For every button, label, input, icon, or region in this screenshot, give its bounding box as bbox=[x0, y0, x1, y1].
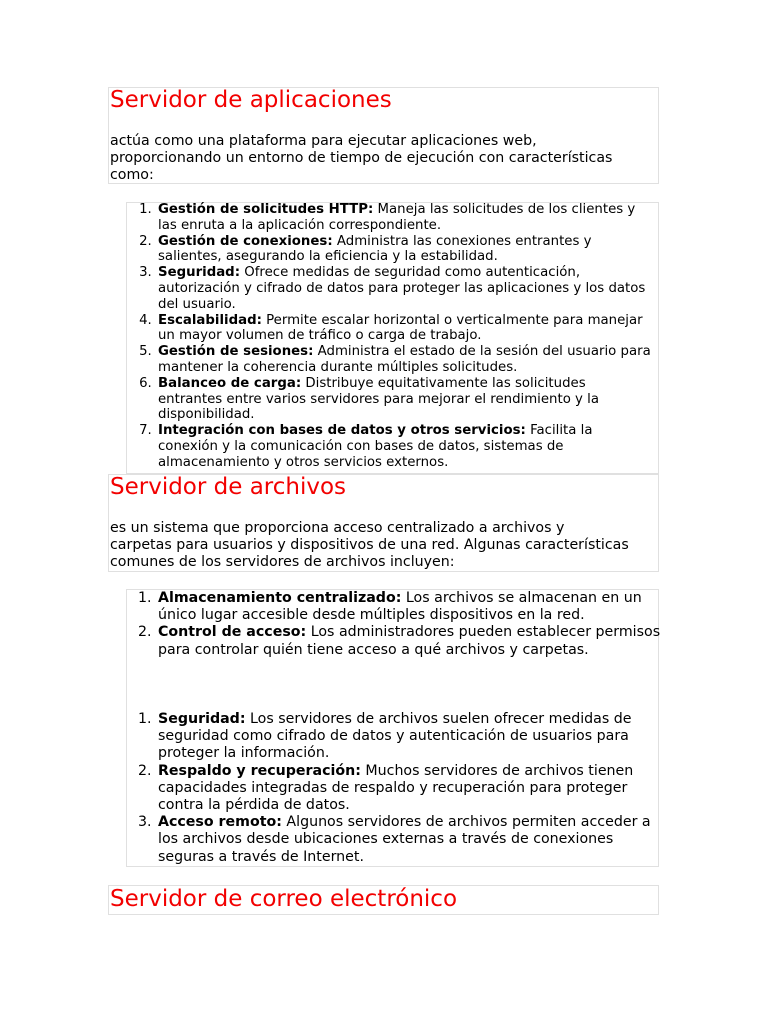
list-item-text: Administra el estado de la sesión del usuario para mantener la coherencia durante múltiples solicitudes. bbox=[158, 344, 651, 375]
list-item bbox=[156, 711, 661, 763]
list-item-label: Escalabilidad: bbox=[158, 312, 262, 328]
app-server-features-list bbox=[128, 202, 654, 471]
list-item-label: Gestión de conexiones: bbox=[158, 233, 333, 249]
section-heading-file-server: Servidor de archivos bbox=[110, 474, 347, 500]
list-item bbox=[156, 590, 661, 624]
list-item-label: Acceso remoto: bbox=[158, 814, 282, 831]
list-item-label: Gestión de solicitudes HTTP: bbox=[158, 202, 374, 217]
list-item-text: Los administradores pueden establecer permisos para controlar quién tiene acceso a qué archivos y carpetas. bbox=[158, 624, 661, 658]
list-item-label: Seguridad: bbox=[158, 265, 241, 281]
file-server-features-list-2 bbox=[128, 711, 661, 866]
section-heading-email-server: Servidor de correo electrónico bbox=[110, 886, 458, 912]
list-item-label: Integración con bases de datos y otros servicios: bbox=[158, 423, 526, 439]
list-item-label: Almacenamiento centralizado: bbox=[158, 590, 402, 606]
file-server-features-list bbox=[128, 590, 661, 659]
list-item-text: Permite escalar horizontal o verticalmente para manejar un mayor volumen de tráfico o carga de trabajo. bbox=[158, 312, 643, 344]
list-item-text: Maneja las solicitudes de los clientes y las enruta a la aplicación correspondiente. bbox=[158, 202, 636, 233]
list-item-text: Distribuye equitativamente las solicitudes entrantes entre varios servidores para mejorar el rendimiento y la disponibilidad. bbox=[158, 375, 599, 423]
list-item-text: Ofrece medidas de seguridad como autenticación, autorización y cifrado de datos para proteger las aplicaciones y los datos del usuario. bbox=[158, 265, 646, 312]
list-item bbox=[156, 814, 661, 866]
list-item bbox=[156, 265, 654, 312]
list-item-text: Facilita la conexión y la comunicación con bases de datos, sistemas de almacenamiento y otros servicios externos. bbox=[158, 423, 593, 470]
list-item-label: Balanceo de carga: bbox=[158, 375, 302, 391]
list-item-label: Gestión de sesiones: bbox=[158, 344, 314, 360]
list-item-text: Muchos servidores de archivos tienen capacidades integradas de respaldo y recuperación para proteger contra la pérdida de datos. bbox=[158, 762, 634, 814]
list-item bbox=[156, 313, 654, 345]
section-intro-app-server: actúa como una plataforma para ejecutar aplicaciones web, proporcionando un entorno de tiempo de ejecución con características como: bbox=[110, 133, 613, 183]
list-item-text: Los archivos se almacenan en un único lugar accesible desde múltiples dispositivos en la red. bbox=[158, 590, 642, 624]
list-item-text: Algunos servidores de archivos permiten acceder a los archivos desde ubicaciones externas a través de conexiones seguras a través de Internet. bbox=[158, 814, 651, 865]
list-item bbox=[156, 763, 661, 815]
list-item-label: Respaldo y recuperación: bbox=[158, 762, 361, 779]
section-heading-app-server: Servidor de aplicaciones bbox=[110, 87, 392, 113]
list-item bbox=[156, 234, 654, 266]
list-item-text: Los servidores de archivos suelen ofrecer medidas de seguridad como cifrado de datos y autenticación de usuarios para proteger la información. bbox=[158, 711, 632, 762]
list-item bbox=[156, 423, 654, 470]
list-item bbox=[156, 202, 654, 234]
section-intro-file-server: es un sistema que proporciona acceso centralizado a archivos y carpetas para usuarios y dispositivos de una red. Algunas características comunes de los servidores de archivos incluyen: bbox=[110, 520, 629, 570]
list-item bbox=[156, 376, 654, 423]
list-item bbox=[156, 344, 654, 376]
list-item bbox=[156, 624, 661, 658]
list-item-label: Seguridad: bbox=[158, 711, 246, 727]
list-item-label: Control de acceso: bbox=[158, 624, 307, 641]
list-item-text: Administra las conexiones entrantes y salientes, asegurando la eficiencia y la estabilidad. bbox=[158, 233, 592, 265]
